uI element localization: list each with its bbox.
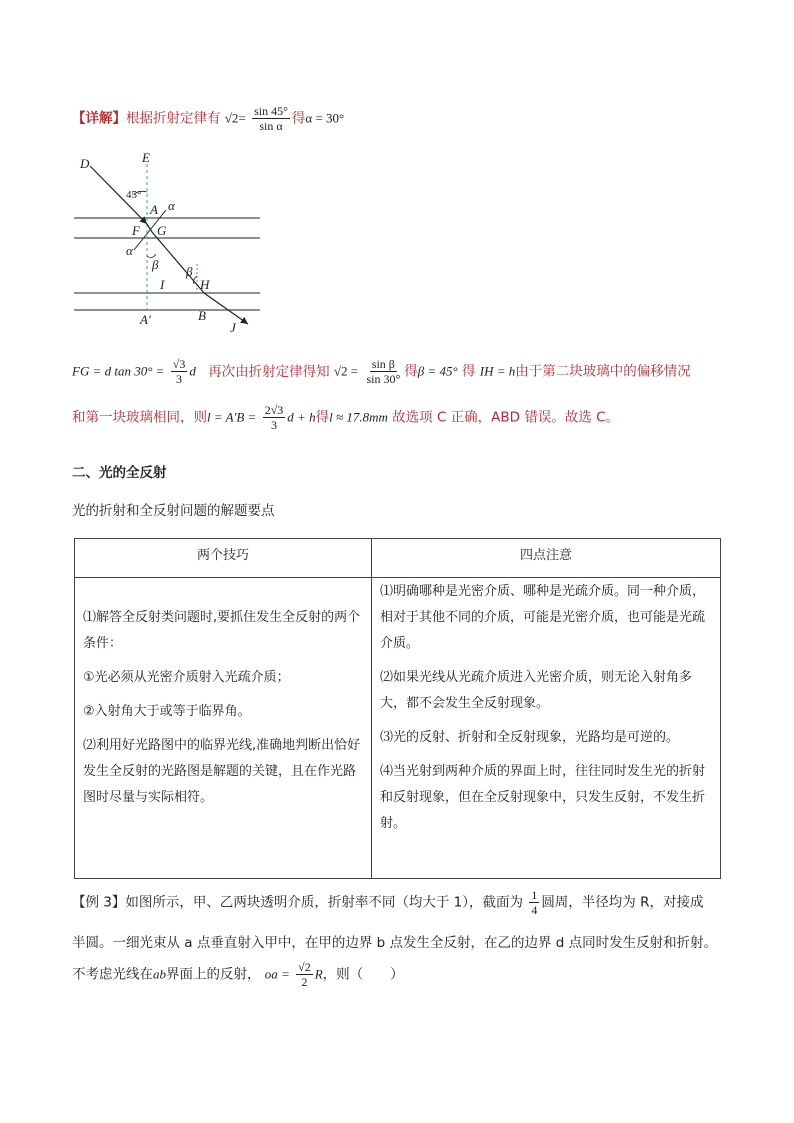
oa-tail: R	[314, 966, 323, 982]
label-45: 45°	[126, 189, 142, 201]
ih-value: IH = h	[479, 363, 516, 379]
example-line-1	[72, 888, 703, 917]
right-item-3: ⑶光的反射、折射和全反射现象，光路均是可逆的。	[380, 730, 680, 745]
frac-den: 2	[301, 975, 308, 989]
table-cell-left	[83, 605, 365, 819]
left-item-4: ⑵利用好光路图中的临界光线,准确地判断出恰好发生全反射的光路图是解题的关键，且在作光路图时尽量与实际相符。	[83, 738, 361, 805]
label-I: I	[160, 277, 165, 292]
frac-num: 1	[531, 888, 538, 902]
beta-value: β = 45°	[417, 363, 458, 379]
frac-den: 3	[271, 418, 277, 432]
result-alpha: α = 30°	[305, 110, 345, 126]
label-Aprime: A′	[140, 312, 151, 327]
frac-den: 3	[176, 372, 183, 386]
fraction-sqrt3-3	[171, 357, 188, 386]
frac-num: 2√3	[264, 403, 284, 417]
fraction-sin45-sinalpha	[252, 104, 290, 133]
label-B: B	[198, 308, 206, 323]
example-ab: ab	[153, 966, 166, 982]
example-line-3	[72, 960, 404, 989]
label-G: G	[157, 223, 167, 238]
example-text-d: 界面上的反射，	[166, 966, 261, 983]
table-header-left: 两个技巧	[196, 548, 249, 563]
refraction-diagram	[70, 152, 270, 337]
label-alpha1: α	[168, 198, 175, 213]
l-eq: l = A′B =	[207, 409, 257, 425]
left-item-3: ②入射角大于或等于临界角。	[83, 704, 251, 719]
l-approx: l ≈ 17.8mm	[329, 409, 388, 425]
fraction-sqrt2-2	[296, 960, 313, 989]
right-item-4: ⑷当光射到两种介质的界面上时，往往同时发生光的折射和反射现象，但在全反射现象中，只发生反射，不发生折射。	[380, 764, 706, 831]
section-subtitle: 光的折射和全反射问题的解题要点	[72, 503, 275, 519]
frac-den: 4	[531, 903, 538, 917]
calc-line-1	[72, 357, 691, 386]
fraction-sinbeta-sin30	[364, 357, 402, 386]
table-divider-v	[371, 539, 372, 878]
detail-tag: 【详解】	[72, 110, 126, 127]
fraction-2sqrt3-3	[263, 403, 286, 432]
frac-den: sin α	[259, 119, 283, 133]
frac-num: √2	[298, 960, 311, 974]
calc-text-d: 由于第二块玻璃中的偏移情况	[515, 363, 691, 380]
calc-sqrt2: √2 =	[333, 363, 359, 379]
label-beta1: β	[152, 257, 159, 272]
eq-sign: =	[238, 110, 246, 126]
right-item-1: ⑴明确哪种是光密介质、哪种是光疏介质。同一种介质，相对于其他不同的介质，可能是光密介质，也可能是光疏介质。	[380, 584, 706, 651]
calc-text-a: 再次由折射定律得知	[208, 363, 330, 380]
label-D: D	[80, 156, 90, 171]
table-divider-h	[75, 577, 720, 578]
label-H: H	[200, 277, 210, 292]
detail-text2: 得	[291, 110, 306, 127]
example-line-2: 半圆。一细光束从 a 点垂直射入甲中，在甲的边界 b 点发生全反射，在乙的边界 d 点同时发生反射和折射。	[72, 935, 718, 951]
left-item-1: ⑴解答全反射类问题时,要抓住发生全反射的两个条件：	[83, 610, 361, 651]
left-item-2: ①光必须从光密介质射入光疏介质；	[83, 670, 290, 685]
fg-lhs: FG = d tan 30° =	[72, 363, 165, 379]
calc-text-b: 得	[404, 363, 418, 380]
example-text-e: ，则（ ）	[322, 966, 404, 983]
table-header-right: 四点注意	[519, 548, 572, 563]
right-item-2: ⑵如果光线从光疏介质进入光密介质，则无论入射角多大，都不会发生全反射现象。	[380, 670, 693, 711]
table-cell-right	[380, 579, 714, 845]
label-F: F	[132, 223, 140, 238]
label-E: E	[142, 152, 150, 165]
calc-text-c: 得	[462, 363, 476, 380]
label-J: J	[230, 320, 236, 335]
frac-num: √3	[172, 357, 186, 371]
sqrt2: √2	[224, 110, 239, 126]
fraction-1-4	[529, 888, 539, 917]
frac-num: sin β	[371, 357, 395, 371]
exit-ray	[204, 293, 248, 324]
label-beta2: β	[186, 264, 193, 279]
calc-line-2	[72, 403, 619, 432]
label-alpha2: α	[126, 243, 133, 258]
label-A: A	[150, 202, 158, 217]
example-text-c: 不考虑光线在	[72, 966, 153, 983]
example-text-b: 圆周，半径均为 R，对接成	[541, 894, 704, 911]
example-text-a: 【例 3】如图所示，甲、乙两块透明介质，折射率不同（均大于 1），截面为	[72, 894, 524, 911]
detail-line	[72, 104, 344, 133]
calc-line2-a: 和第一块玻璃相同，则	[72, 409, 207, 426]
section-title: 二、光的全反射	[72, 465, 167, 481]
l-tail: d + h	[287, 409, 316, 425]
calc-text-f: 故选项 C 正确，ABD 错误。故选 C。	[392, 409, 620, 426]
calc-text-e: 得	[315, 409, 330, 426]
tips-table	[74, 538, 721, 879]
frac-den: sin 30°	[366, 372, 401, 386]
fg-tail: d	[189, 363, 196, 379]
frac-num: sin 45°	[254, 104, 288, 118]
detail-text1: 根据折射定律有	[126, 110, 221, 127]
oa-eq: oa =	[264, 966, 290, 982]
